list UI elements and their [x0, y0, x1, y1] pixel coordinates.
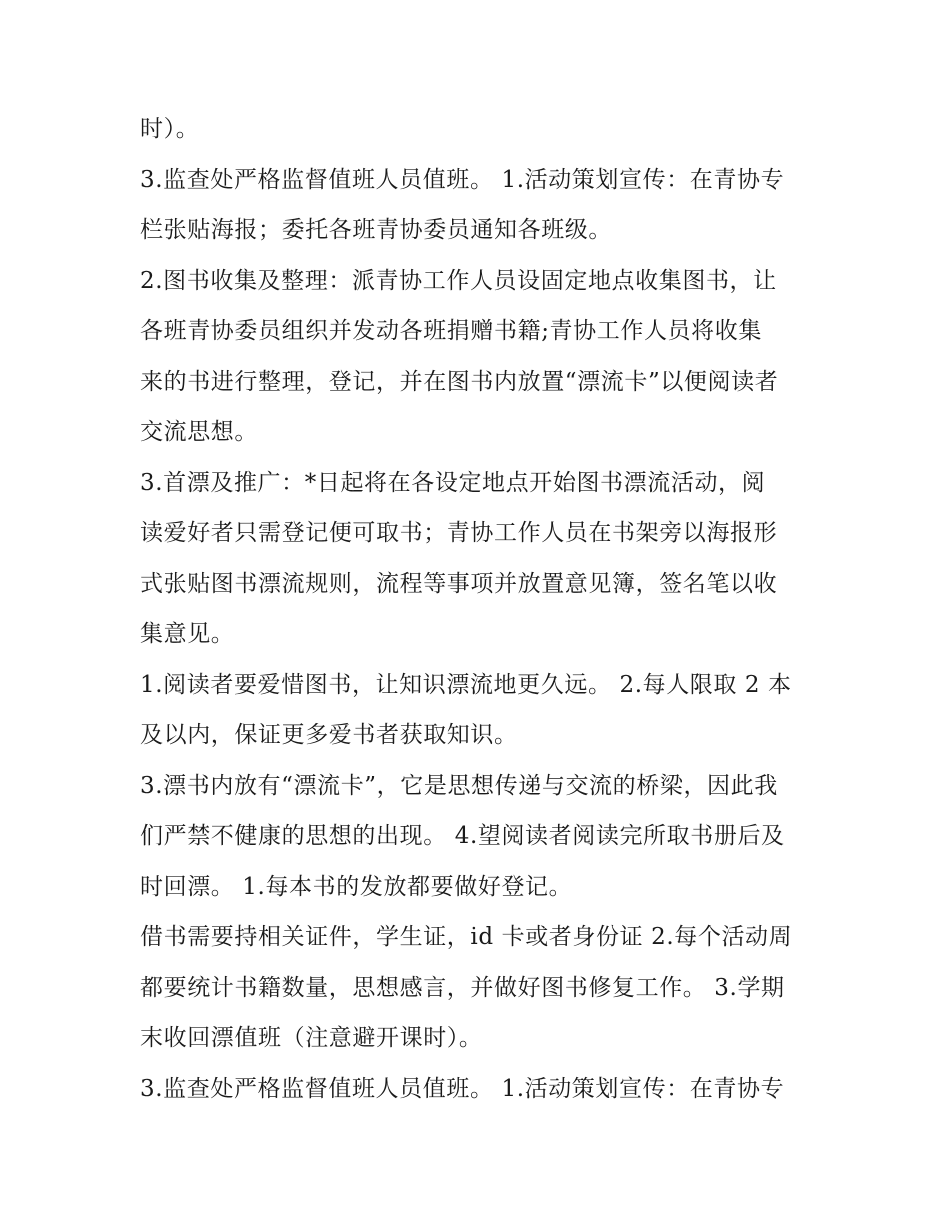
text-line: 各班青协委员组织并发动各班捐赠书籍;青协工作人员将收集	[140, 318, 762, 344]
document-body	[140, 104, 820, 1114]
text-line: 读爱好者只需登记便可取书；青协工作人员在书架旁以海报形	[140, 520, 778, 546]
text-line: 3.监查处严格监督值班人员值班。 1.活动策划宣传：在青协专	[140, 166, 785, 193]
text-line: 3.首漂及推广：*日起将在各设定地点开始图书漂流活动，阅	[140, 469, 766, 496]
text-line: 1.阅读者要爱惜图书，让知识漂流地更久远。 2.每人限取 2 本	[140, 671, 792, 698]
text-line: 集意见。	[140, 621, 235, 647]
text-line: 末收回漂值班（注意避开课时）。	[140, 1025, 483, 1051]
text-line: 们严禁不健康的思想的出现。 4.望阅读者阅读完所取书册后及	[140, 823, 785, 849]
text-line: 来的书进行整理，登记，并在图书内放置“漂流卡”以便阅读者	[140, 368, 779, 395]
text-line: 式张贴图书漂流规则，流程等事项并放置意见簿，签名笔以收	[140, 570, 778, 597]
text-line: 交流思想。	[140, 419, 258, 445]
text-line: 都要统计书籍数量，思想感言，并做好图书修复工作。 3.学期	[140, 974, 785, 1001]
text-line: 时回漂。 1.每本书的发放都要做好登记。	[140, 873, 573, 900]
text-line: 3.漂书内放有“漂流卡”，它是思想传递与交流的桥梁，因此我	[140, 772, 778, 799]
text-line: 时）。	[140, 116, 200, 142]
text-line: 3.监查处严格监督值班人员值班。 1.活动策划宣传：在青协专	[140, 1075, 785, 1102]
text-line: 及以内，保证更多爱书者获取知识。	[140, 722, 518, 748]
text-line: 借书需要持相关证件，学生证，id 卡或者身份证 2.每个活动周	[140, 924, 793, 950]
text-line: 2.图书收集及整理：派青协工作人员设固定地点收集图书，让	[140, 267, 777, 294]
text-line: 栏张贴海报；委托各班青协委员通知各班级。	[140, 217, 612, 243]
